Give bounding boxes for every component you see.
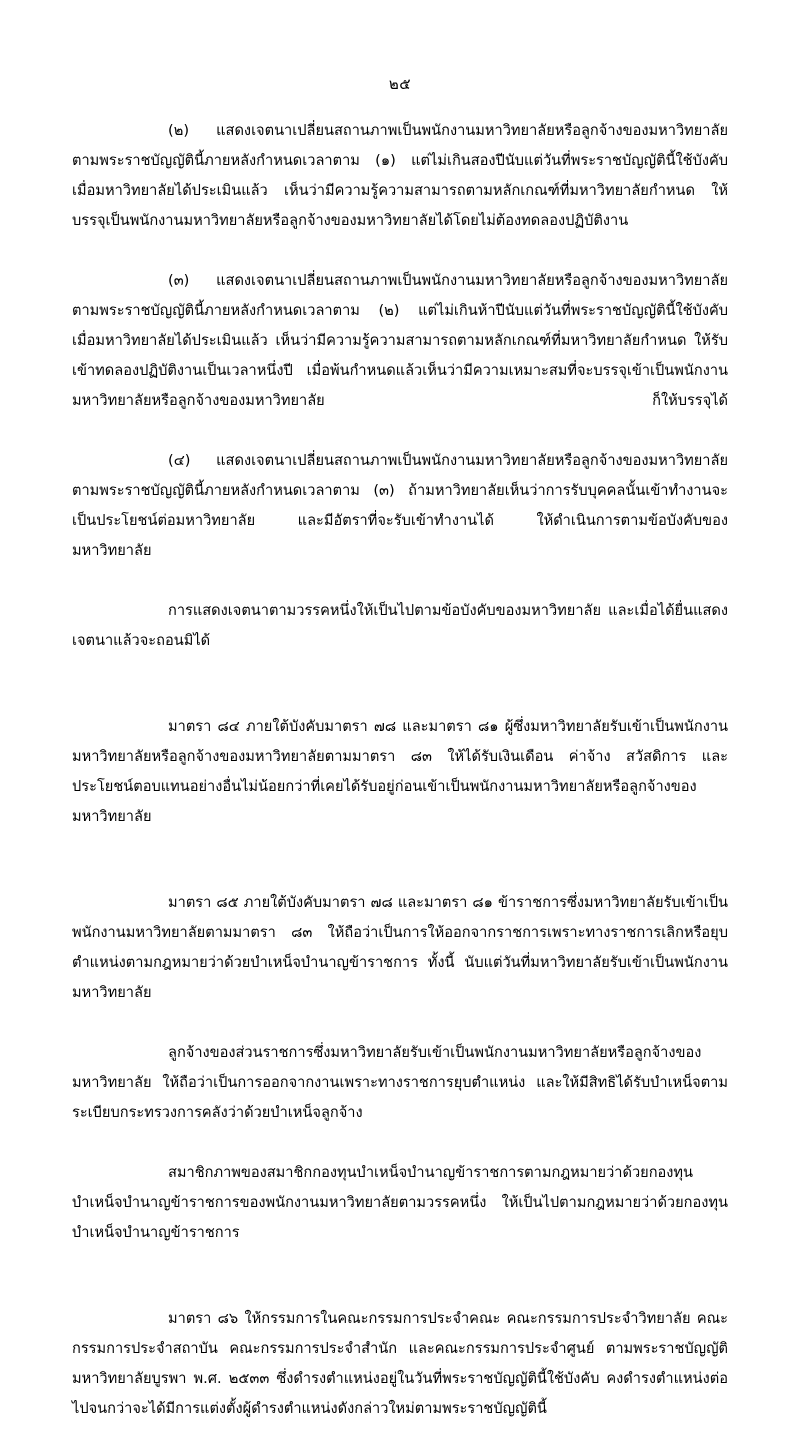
paragraph-spacer [72, 1278, 728, 1304]
paragraph-section-86: มาตรา ๘๖ ให้กรรมการในคณะกรรมการประจำคณะ คณะกรรมการประจำวิทยาลัย คณะกรรมการประจำสถาบัน คณะกรรมการประจำสำนัก และคณะกรรมการประจำศูนย์ ตามพระราชบัญญัติมหาวิทยาลัยบูรพา พ.ศ. ๒๕๓๓ ซึ่งดำรงตำแหน่งอยู่ในวันที่พระราชบัญญัตินี้ใช้บังคับ คงดำรงตำแหน่งต่อไปจนกว่าจะได้มีการแต่งตั้งผู้ดำรงตำแหน่งดังกล่าวใหม่ตามพระราชบัญญัตินี้ [72, 1310, 728, 1417]
paragraph-section-85-third: สมาชิกภาพของสมาชิกกองทุนบำเหน็จบำนาญข้าราชการตามกฎหมายว่าด้วยกองทุนบำเหน็จบำนาญข้าราชการของพนักงานมหาวิทยาลัยตามวรรคหนึ่ง ให้เป็นไปตามกฎหมายว่าด้วยกองทุนบำเหน็จบำนาญข้าราชการ [72, 1164, 728, 1241]
paragraph-section-84: มาตรา ๘๔ ภายใต้บังคับมาตรา ๗๘ และมาตรา ๘๑ ผู้ซึ่งมหาวิทยาลัยรับเข้าเป็นพนักงานมหาวิทยาลัยหรือลูกจ้างของมหาวิทยาลัยตามมาตรา ๘๓ ให้ได้รับเงินเดือน ค่าจ้าง สวัสดิการ และประโยชน์ตอบแทนอย่างอื่นไม่น้อยกว่าที่เคยได้รับอยู่ก่อนเข้าเป็นพนักงานมหาวิทยาลัยหรือลูกจ้างของมหาวิทยาลัย [72, 718, 728, 825]
paragraph-spacer [72, 862, 728, 888]
paragraph-clause-closing: การแสดงเจตนาตามวรรคหนึ่งให้เป็นไปตามข้อบังคับของมหาวิทยาลัย และเมื่อได้ยื่นแสดงเจตนาแล้วจะถอนมิได้ [72, 602, 728, 649]
paragraph-clause-4: (๔) แสดงเจตนาเปลี่ยนสถานภาพเป็นพนักงานมหาวิทยาลัยหรือลูกจ้างของมหาวิทยาลัยตามพระราชบัญญัตินี้ภายหลังกำหนดเวลาตาม (๓) ถ้ามหาวิทยาลัยเห็นว่าการรับบุคคลนั้นเข้าทำงานจะเป็นประโยชน์ต่อมหาวิทยาลัย และมีอัตราที่จะรับเข้าทำงานได้ ให้ดำเนินการตามข้อบังคับของมหาวิทยาลัย [72, 452, 728, 559]
document-body [72, 116, 728, 1454]
paragraph-section-85: มาตรา ๘๕ ภายใต้บังคับมาตรา ๗๘ และมาตรา ๘๑ ข้าราชการซึ่งมหาวิทยาลัยรับเข้าเป็นพนักงานมหาวิทยาลัยตามมาตรา ๘๓ ให้ถือว่าเป็นการให้ออกจากราชการเพราะทางราชการเลิกหรือยุบตำแหน่งตามกฎหมายว่าด้วยบำเหน็จบำนาญข้าราชการ ทั้งนี้ นับแต่วันที่มหาวิทยาลัยรับเข้าเป็นพนักงานมหาวิทยาลัย [72, 894, 728, 1001]
paragraph-clause-2: (๒) แสดงเจตนาเปลี่ยนสถานภาพเป็นพนักงานมหาวิทยาลัยหรือลูกจ้างของมหาวิทยาลัยตามพระราชบัญญัตินี้ภายหลังกำหนดเวลาตาม (๑) แต่ไม่เกินสองปีนับแต่วันที่พระราชบัญญัตินี้ใช้บังคับ เมื่อมหาวิทยาลัยได้ประเมินแล้ว เห็นว่ามีความรู้ความสามารถตามหลักเกณฑ์ที่มหาวิทยาลัยกำหนด ให้บรรจุเป็นพนักงานมหาวิทยาลัยหรือลูกจ้างของมหาวิทยาลัยได้โดยไม่ต้องทดลองปฏิบัติงาน [72, 122, 728, 229]
paragraph-clause-3: (๓) แสดงเจตนาเปลี่ยนสถานภาพเป็นพนักงานมหาวิทยาลัยหรือลูกจ้างของมหาวิทยาลัยตามพระราชบัญญัตินี้ภายหลังกำหนดเวลาตาม (๒) แต่ไม่เกินห้าปีนับแต่วันที่พระราชบัญญัตินี้ใช้บังคับ เมื่อมหาวิทยาลัยได้ประเมินแล้ว เห็นว่ามีความรู้ความสามารถตามหลักเกณฑ์ที่มหาวิทยาลัยกำหนด ให้รับเข้าทดลองปฏิบัติงานเป็นเวลาหนึ่งปี เมื่อพ้นกำหนดแล้วเห็นว่ามีความเหมาะสมที่จะบรรจุเข้าเป็นพนักงานมหาวิทยาลัยหรือลูกจ้างของมหาวิทยาลัย ก็ให้บรรจุได้ [72, 272, 728, 409]
paragraph-section-85-second: ลูกจ้างของส่วนราชการซึ่งมหาวิทยาลัยรับเข้าเป็นพนักงานมหาวิทยาลัยหรือลูกจ้างของมหาวิทยาลัย ให้ถือว่าเป็นการออกจากงานเพราะทางราชการยุบตำแหน่ง และให้มีสิทธิได้รับบำเหน็จตามระเบียบกระทรวงการคลังว่าด้วยบำเหน็จลูกจ้าง [72, 1044, 728, 1121]
paragraph-spacer [72, 686, 728, 712]
page-number: ๒๕ [388, 75, 412, 93]
